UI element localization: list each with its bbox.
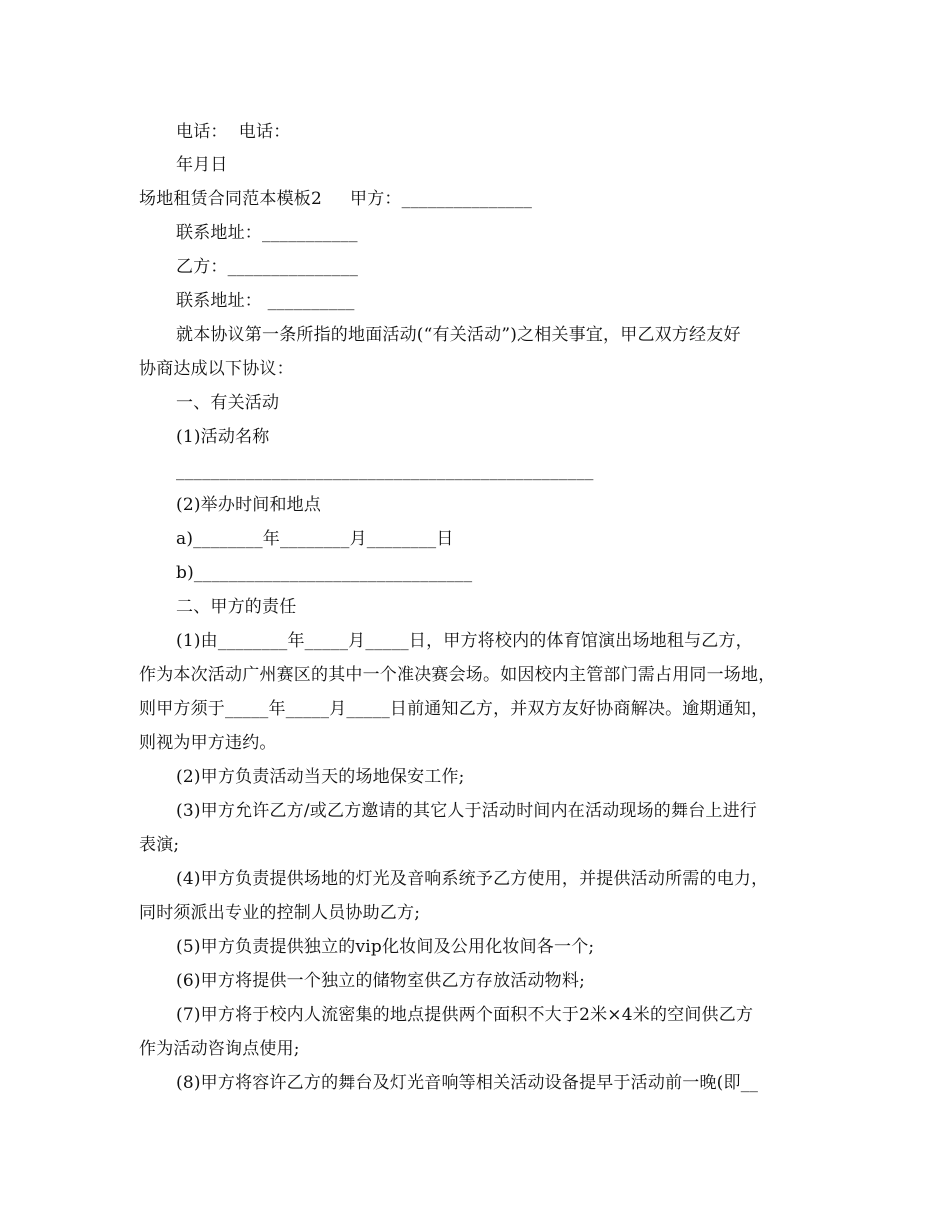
clause-3-line-1: (3)甲方允许乙方/或乙方邀请的其它人于活动时间内在活动现场的舞台上进行 (176, 801, 758, 821)
party-a-address-line: 联系地址：___________ (176, 223, 358, 243)
contract-title-line: 场地租赁合同范本模板2 甲方：_______________ (139, 189, 533, 209)
party-b-line: 乙方：_______________ (176, 257, 359, 277)
preamble-line-1: 就本协议第一条所指的地面活动(“有关活动”)之相关事宜，甲乙双方经友好 (176, 325, 741, 345)
clause-7-line-1: (7)甲方将于校内人流密集的地点提供两个面积不大于2米×4米的空间供乙方 (176, 1005, 754, 1025)
section-heading-2: 二、甲方的责任 (176, 597, 297, 617)
clause-time-place: (2)举办时间和地点 (176, 495, 322, 515)
clause-date-blank: a)________年________月________日 (176, 529, 454, 549)
date-line: 年月日 (176, 155, 228, 175)
clause-place-blank: b)________________________________ (176, 563, 473, 583)
clause-5: (5)甲方负责提供独立的vip化妆间及公用化妆间各一个; (176, 937, 595, 957)
clause-4-line-1: (4)甲方负责提供场地的灯光及音响系统予乙方使用，并提供活动所需的电力， (176, 869, 769, 889)
contact-phone-line: 电话： 电话： (176, 122, 291, 142)
section-heading-1: 一、有关活动 (176, 393, 280, 413)
clause-4-line-2: 同时须派出专业的控制人员协助乙方; (139, 903, 421, 923)
clause-2: (2)甲方负责活动当天的场地保安工作; (176, 767, 465, 787)
clause-1-line-2: 作为本次活动广州赛区的其中一个准决赛会场。如因校内主管部门需占用同一场地， (139, 665, 776, 685)
clause-1-line-4: 则视为甲方违约。 (139, 733, 277, 753)
clause-1-line-1: (1)由________年_____月_____日，甲方将校内的体育馆演出场地租与乙方， (176, 631, 753, 651)
clause-6: (6)甲方将提供一个独立的储物室供乙方存放活动物料; (176, 971, 586, 991)
clause-activity-name: (1)活动名称 (176, 427, 270, 447)
activity-name-blank: ________________________________________________ (176, 461, 594, 481)
clause-7-line-2: 作为活动咨询点使用; (139, 1039, 300, 1059)
preamble-line-2: 协商达成以下协议： (139, 359, 294, 379)
clause-8-line-1: (8)甲方将容许乙方的舞台及灯光音响等相关活动设备提早于活动前一晚(即__ (176, 1073, 759, 1093)
party-b-address-line: 联系地址： __________ (176, 291, 355, 311)
clause-3-line-2: 表演; (139, 835, 180, 855)
clause-1-line-3: 则甲方须于_____年_____月_____日前通知乙方，并双方友好协商解决。逾期通知， (139, 699, 769, 719)
